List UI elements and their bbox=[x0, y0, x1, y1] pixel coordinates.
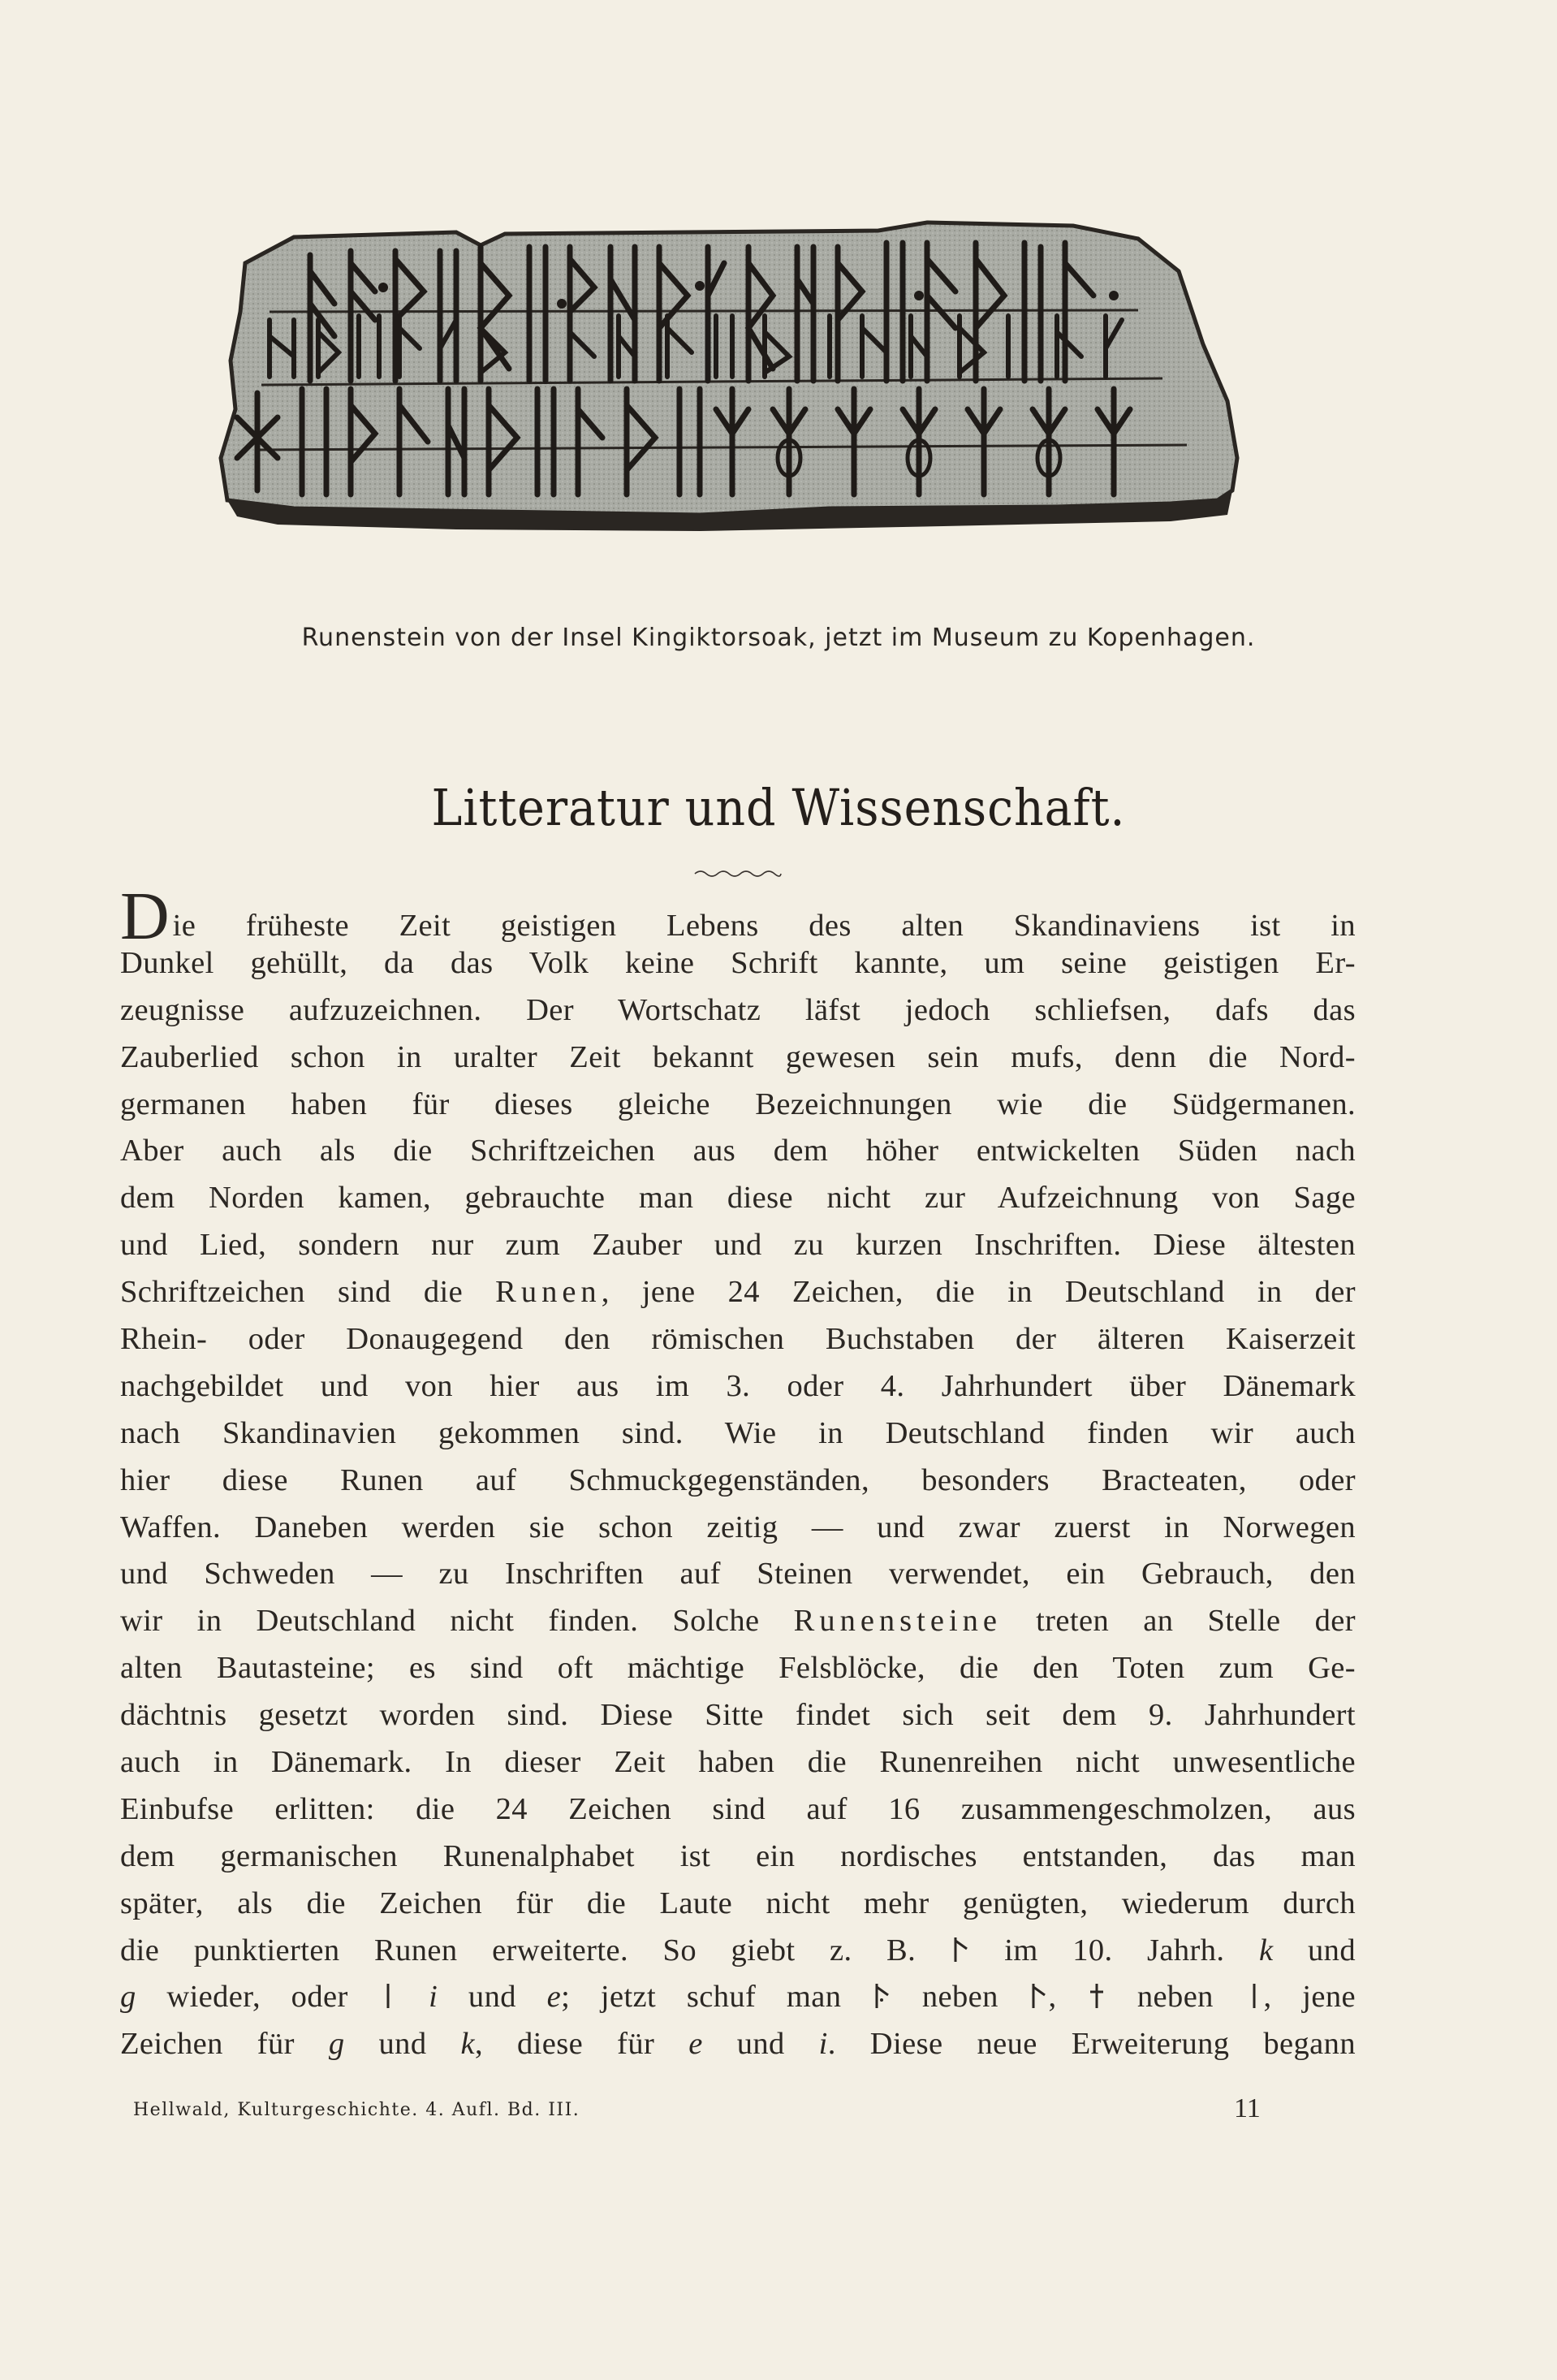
body-paragraph bbox=[120, 879, 1356, 2068]
text-line-13: hier diese Runen auf Schmuckgegenständen, besonders Bracteaten, oder bbox=[120, 1462, 1356, 1497]
text-line-7: dem Norden kamen, gebrauchte man diese nicht zur Aufzeichnung von Sage bbox=[120, 1181, 1356, 1216]
page-number: 11 bbox=[1234, 2093, 1261, 2123]
text-line-10: Rhein- oder Donaugegend den römischen Buchstaben der älteren Kaiserzeit bbox=[120, 1322, 1356, 1357]
text-line-12: nach Skandinavien gekommen sind. Wie in Deutschland finden wir auch bbox=[120, 1415, 1356, 1450]
text-line-16: wir in Deutschland nicht finden. Solche Runensteine treten an Stelle der bbox=[120, 1604, 1356, 1639]
rune-k-icon bbox=[1029, 1982, 1048, 2010]
spaced-term-runen: Runen bbox=[495, 1275, 602, 1310]
text-line-6: Aber auch als die Schriftzeichen aus dem höher entwickelten Süden nach bbox=[120, 1134, 1356, 1168]
text-line-18: dächtnis gesetzt worden sind. Diese Sitte findet sich seit dem 9. Jahrhundert bbox=[120, 1698, 1356, 1733]
text-line-22: später, als die Zeichen für die Laute nicht mehr genügten, wiederum durch bbox=[120, 1885, 1356, 1920]
rune-dotted-k-icon bbox=[872, 1982, 891, 2010]
wave-ornament-icon bbox=[693, 867, 783, 879]
text-line-1: Die früheste Zeit geistigen Lebens des alten Skandinaviens ist in bbox=[120, 879, 1356, 954]
text-line-21: dem germanischen Runenalphabet ist ein nordisches entstanden, das man bbox=[120, 1838, 1356, 1873]
text-line-17: alten Bautasteine; es sind oft mächtige Felsblöcke, die den Toten zum Ge- bbox=[120, 1651, 1356, 1686]
spaced-term-runensteine: Runensteine bbox=[793, 1604, 1002, 1639]
text-line-3: zeugnisse aufzuzeichnen. Der Wortschatz läfst jedoch schliefsen, dafs das bbox=[120, 992, 1356, 1027]
text-line-5: germanen haben für dieses gleiche Bezeichnungen wie die Südgermanen. bbox=[120, 1086, 1356, 1121]
text-line-9: Schriftzeichen sind die Runen, jene 24 Zeichen, die in Deutschland in der bbox=[120, 1275, 1356, 1310]
text-line-15: und Schweden — zu Inschriften auf Steinen verwendet, ein Gebrauch, den bbox=[120, 1557, 1356, 1592]
text-line-19: auch in Dänemark. In dieser Zeit haben die Runenreihen nicht unwesentliche bbox=[120, 1745, 1356, 1780]
text-line-8: und Lied, sondern nur zum Zauber und zu kurzen Inschriften. Diese ältesten bbox=[120, 1228, 1356, 1263]
runestone-image bbox=[213, 214, 1253, 604]
rune-k-icon bbox=[951, 1936, 970, 1963]
rune-i-icon bbox=[378, 1982, 398, 2010]
text-line-25: Zeichen für g und k, diese für e und i. Diese neue Erweiterung begann bbox=[120, 2027, 1356, 2062]
runestone-figure bbox=[213, 214, 1253, 604]
drop-cap: D bbox=[120, 879, 170, 954]
text-line-20: Einbufse erlitten: die 24 Zeichen sind auf 16 zusammengeschmolzen, aus bbox=[120, 1791, 1356, 1826]
text-line-14: Waffen. Daneben werden sie schon zeitig — und zwar zuerst in Norwegen bbox=[120, 1510, 1356, 1544]
rune-i-icon bbox=[1244, 1982, 1264, 2010]
signature-line: Hellwald, Kulturgeschichte. 4. Aufl. Bd. III. bbox=[133, 2100, 580, 2120]
text-line-11: nachgebildet und von hier aus im 3. oder 4. Jahrhundert über Dänemark bbox=[120, 1368, 1356, 1403]
section-heading: Litteratur und Wissenschaft. bbox=[431, 778, 1126, 837]
text-line-23: die punktierten Runen erweiterte. So giebt z. B. im 10. Jahrh. k und bbox=[120, 1933, 1356, 1967]
text-line-2: Dunkel gehüllt, da das Volk keine Schrift kannte, um seine geistigen Er- bbox=[120, 945, 1356, 980]
rune-dotted-i-icon bbox=[1087, 1982, 1106, 2010]
text-line-24: g wieder, oder i und e; jetzt schuf man neben , neben , jene bbox=[120, 1980, 1356, 2015]
figure-caption: Runenstein von der Insel Kingiktorsoak, jetzt im Museum zu Kopenhagen. bbox=[301, 624, 1256, 652]
text-line-4: Zauberlied schon in uralter Zeit bekannt gewesen sein mufs, denn die Nord- bbox=[120, 1039, 1356, 1074]
